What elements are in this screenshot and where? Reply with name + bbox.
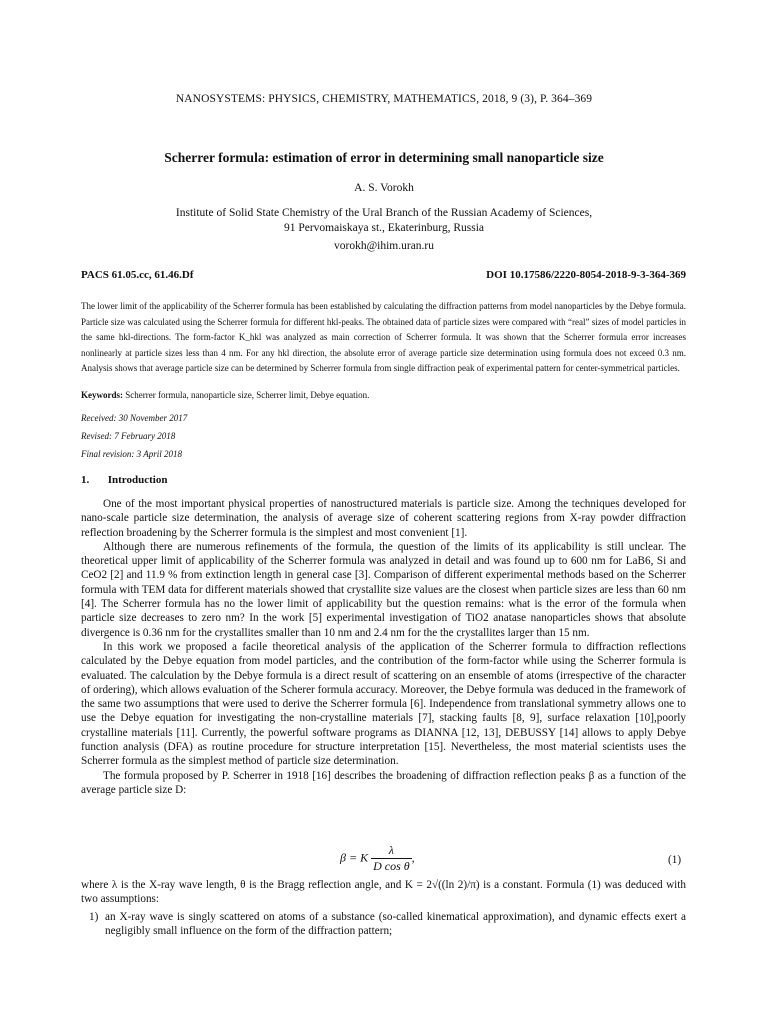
journal-header: NANOSYSTEMS: PHYSICS, CHEMISTRY, MATHEMATICS, 2018, 9 (3), P. 364–369 <box>175 93 593 105</box>
author-name: A. S. Vorokh <box>354 182 414 194</box>
keywords-label: Keywords: <box>81 390 123 400</box>
keywords-text: Scherrer formula, nanoparticle size, Scherrer limit, Debye equation. <box>125 390 370 400</box>
doi: DOI 10.17586/2220-8054-2018-9-3-364-369 <box>486 269 686 281</box>
paragraph-1: One of the most important physical properties of nanostructured materials is particle size. Among the techniques developed for nano-scale particle size determination, the analysis of average size of coherent scattering regions from X-ray powder diffraction reflection broadening by the Scherrer formula is the simplest and most convenient [1]. <box>81 498 686 539</box>
pacs-doi-row <box>81 269 686 281</box>
scherrer-equation <box>340 843 415 874</box>
author-email: vorokh@ihim.uran.ru <box>333 240 435 252</box>
introduction-body <box>81 497 686 797</box>
final-revision-date: Final revision: 3 April 2018 <box>81 449 182 459</box>
section-title: Introduction <box>107 474 168 486</box>
paragraph-4: The formula proposed by P. Scherrer in 1918 [16] describes the broadening of diffraction reflection peaks β as a function of the average particle size D: <box>81 769 686 796</box>
equation-fraction <box>371 843 412 874</box>
paragraph-5: where λ is the X-ray wave length, θ is the Bragg reflection angle, and K = 2√((ln 2)/π) is a constant. Formula (1) was deduced with two assumptions: <box>81 879 686 906</box>
affiliation-line-2: 91 Pervomaiskaya st., Ekaterinburg, Russia <box>283 222 485 234</box>
pacs-codes: PACS 61.05.cc, 61.46.Df <box>81 269 194 281</box>
equation-number: (1) <box>668 854 682 866</box>
equation-denominator: D cos θ <box>373 859 410 873</box>
equation-numerator: λ <box>371 843 412 859</box>
affiliation-line-1: Institute of Solid State Chemistry of the Ural Branch of the Russian Academy of Sciences, <box>175 207 593 219</box>
section-number: 1. <box>81 474 90 486</box>
affiliation <box>80 206 688 236</box>
paper-title: Scherrer formula: estimation of error in determining small nanoparticle size <box>164 150 604 165</box>
list-item-1: an X-ray wave is singly scattered on atoms of a substance (so-called kinematical approximation), and dynamic effects exert a negligibly small influence on the form of the diffraction pattern; <box>105 911 686 938</box>
paragraph-2: Although there are numerous refinements of the formula, the question of the limits of its applicability is still unclear. The theoretical upper limit of applicability of the Scherrer formula was analyzed in detail and was found up to 600 nm for LaB6, Si and CeO2 [2] and 11.9 % from extinction length in general case [3]. Comparison of different experimental methods based on the Scherrer formula with TEM data for different materials showed that crystallite size values are the closest when particle sizes are less than 60 nm [4]. The Scherrer formula has no the lower limit of applicability but the question remains: what is the error of the formula when particle size decreases to zero nm? In the work [5] experimental investigation of TiO2 anatase nanoparticles shows that absolute divergence is 0.36 nm for the crystallites smaller than 10 nm and 2.4 nm for the the crystallites larger than 15 nm. <box>81 540 686 639</box>
revised-date: Revised: 7 February 2018 <box>81 431 176 441</box>
list-item-1-marker: 1) <box>89 911 99 923</box>
equation-lhs: β = K <box>340 850 369 865</box>
received-date: Received: 30 November 2017 <box>81 413 188 423</box>
equation-trail: , <box>411 850 415 865</box>
keywords <box>81 390 686 400</box>
section-heading <box>81 474 167 486</box>
assumptions-list <box>89 910 686 939</box>
post-equation-text <box>81 878 686 907</box>
abstract: The lower limit of the applicability of the Scherrer formula has been established by calculating the diffraction patterns from model nanoparticles by the Debye formula. Particle size was calculated using the Scherrer formula for different hkl-peaks. The obtained data of particle sizes were compared with “real” sizes of model particles in the same hkl-directions. The form-factor K_hkl was analyzed as main correction of Scherrer formula. It was shown that the Scherrer formula error increases nonlinearly at particle sizes less than 4 nm. For any hkl direction, the absolute error of average particle size determination using formula does not exceed 0.3 nm. Analysis shows that average particle size can be determined by Scherrer formula from single diffraction peak of experimental pattern for center-symmetrical particles. <box>81 301 686 374</box>
paragraph-3: In this work we proposed a facile theoretical analysis of the application of the Scherrer formula to diffraction reflections calculated by the Debye equation from model particles, and the contribution of the form-factor while using the Scherrer formula is evaluated. The calculation by the Debye formula is a direct result of scattering on an ensemble of atoms (irrespective of the character of ordering), which allows evaluation of the Scherer formula accuracy. Moreover, the Debye formula was deduced in the framework of the same two assumptions that were used to derive the Scherrer formula [6]. Independence from translational symmetry allows one to use the Debye equation for investigating the non-crystalline materials [7], stacking faults [8, 9], surface relaxation [10],poorly crystalline materials [11]. Currently, the powerful software programs as DIANNA [12, 13], DEBUSSY [14] allows to apply Debye function analysis (DFA) as routine procedure for structure interpretation [15]. Nevertheless, the most material scientists uses the Scherrer formula as the simplest method of particle size determination. <box>81 640 686 768</box>
